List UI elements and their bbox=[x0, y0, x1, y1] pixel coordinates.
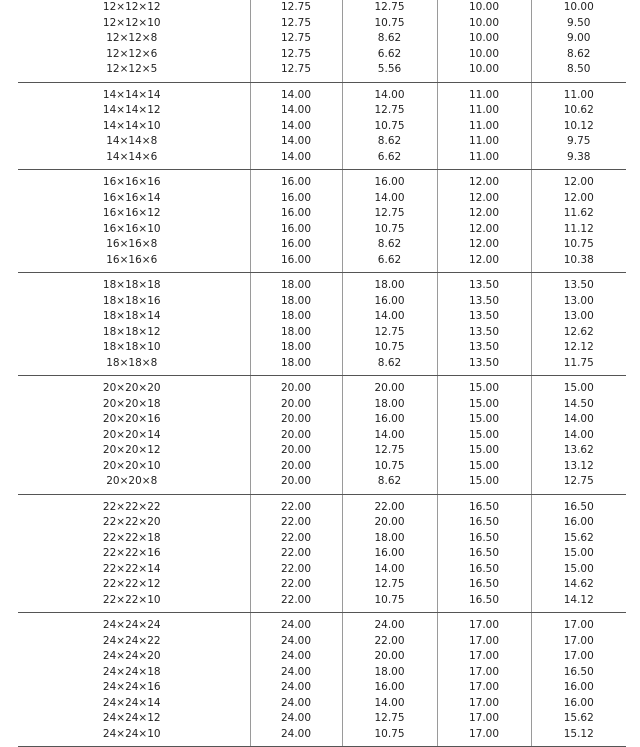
value-cell-1: 18.00 bbox=[250, 325, 342, 341]
value-cell-1: 18.00 bbox=[250, 340, 342, 356]
table-row bbox=[18, 103, 626, 119]
value-cell-1: 24.00 bbox=[250, 649, 342, 665]
value-cell-3: 11.00 bbox=[437, 103, 531, 119]
value-cell-3: 15.00 bbox=[437, 474, 531, 494]
size-cell: 18×18×10 bbox=[18, 340, 250, 356]
value-cell-4: 16.50 bbox=[563, 665, 594, 678]
table-row bbox=[18, 237, 626, 253]
value-cell-3: 15.00 bbox=[437, 412, 531, 428]
value-cell-4: 15.00 bbox=[563, 562, 594, 575]
value-cell-1: 12.75 bbox=[250, 62, 342, 82]
value-cell-3: 16.50 bbox=[437, 577, 531, 593]
table-row bbox=[18, 376, 626, 397]
value-cell-3: 12.00 bbox=[437, 191, 531, 207]
table-row bbox=[18, 494, 626, 515]
table-row bbox=[18, 170, 626, 191]
value-cell-3: 17.00 bbox=[437, 649, 531, 665]
value-cell-1: 20.00 bbox=[250, 428, 342, 444]
value-cell-1: 22.00 bbox=[250, 546, 342, 562]
value-cell-4: 15.00 bbox=[563, 382, 594, 394]
value-cell-1: 18.00 bbox=[250, 356, 342, 376]
size-cell: 14×14×6 bbox=[18, 150, 250, 170]
table-row bbox=[18, 474, 626, 494]
value-cell-2: 12.75 bbox=[342, 443, 437, 459]
size-group bbox=[18, 494, 626, 613]
size-cell: 20×20×16 bbox=[18, 412, 250, 428]
size-cell: 24×24×14 bbox=[18, 696, 250, 712]
table-row bbox=[18, 309, 626, 325]
value-cell-2: 24.00 bbox=[342, 613, 437, 634]
size-cell: 16×16×14 bbox=[18, 191, 250, 207]
table-row bbox=[18, 119, 626, 135]
value-cell-4: 14.00 bbox=[563, 428, 594, 441]
value-cell-4: 17.00 bbox=[563, 619, 594, 631]
value-cell-3: 15.00 bbox=[437, 459, 531, 475]
value-cell-3: 16.50 bbox=[437, 494, 531, 515]
size-cell: 24×24×18 bbox=[18, 665, 250, 681]
size-cell: 18×18×14 bbox=[18, 309, 250, 325]
table-row bbox=[18, 150, 626, 170]
value-cell-4: 12.62 bbox=[563, 325, 594, 338]
value-cell-3: 17.00 bbox=[437, 680, 531, 696]
value-cell-3: 11.00 bbox=[437, 134, 531, 150]
value-cell-4: 12.00 bbox=[563, 191, 594, 204]
size-cell: 20×20×20 bbox=[18, 376, 250, 397]
size-cell: 12×12×5 bbox=[18, 62, 250, 82]
value-cell-2: 18.00 bbox=[342, 397, 437, 413]
table-row bbox=[18, 593, 626, 613]
table-row bbox=[18, 515, 626, 531]
value-cell-4: 12.00 bbox=[563, 176, 594, 188]
value-cell-3: 12.00 bbox=[437, 206, 531, 222]
value-cell-2: 14.00 bbox=[342, 428, 437, 444]
value-cell-1: 12.75 bbox=[250, 16, 342, 32]
value-cell-2: 18.00 bbox=[342, 273, 437, 294]
value-cell-2: 8.62 bbox=[342, 237, 437, 253]
value-cell-2: 6.62 bbox=[342, 253, 437, 273]
value-cell-4: 13.00 bbox=[563, 294, 594, 307]
value-cell-2: 10.75 bbox=[342, 459, 437, 475]
table-row bbox=[18, 577, 626, 593]
size-cell: 24×24×24 bbox=[18, 613, 250, 634]
table-row bbox=[18, 562, 626, 578]
size-cell: 16×16×16 bbox=[18, 170, 250, 191]
value-cell-2: 12.75 bbox=[342, 103, 437, 119]
size-cell: 14×14×10 bbox=[18, 119, 250, 135]
value-cell-1: 14.00 bbox=[250, 82, 342, 103]
value-cell-3: 10.00 bbox=[437, 31, 531, 47]
value-cell-3: 15.00 bbox=[437, 397, 531, 413]
table-row bbox=[18, 16, 626, 32]
value-cell-4: 11.75 bbox=[531, 356, 626, 376]
value-cell-3: 16.50 bbox=[437, 562, 531, 578]
value-cell-4: 12.12 bbox=[563, 341, 594, 353]
value-cell-4: 8.62 bbox=[567, 47, 591, 60]
table-row bbox=[18, 206, 626, 222]
size-cell: 22×22×22 bbox=[18, 494, 250, 515]
value-cell-4: 16.00 bbox=[563, 681, 594, 693]
value-cell-2: 14.00 bbox=[342, 309, 437, 325]
size-cell: 16×16×6 bbox=[18, 253, 250, 273]
value-cell-4: 9.38 bbox=[531, 150, 626, 170]
value-cell-2: 12.75 bbox=[342, 711, 437, 727]
size-cell: 24×24×10 bbox=[18, 727, 250, 747]
value-cell-2: 20.00 bbox=[342, 649, 437, 665]
value-cell-4: 13.62 bbox=[563, 444, 594, 456]
dimensions-table bbox=[18, 0, 626, 747]
value-cell-3: 16.50 bbox=[437, 593, 531, 613]
size-group bbox=[18, 613, 626, 747]
value-cell-4: 11.00 bbox=[563, 88, 594, 101]
size-cell: 24×24×20 bbox=[18, 649, 250, 665]
table-row bbox=[18, 459, 626, 475]
value-cell-3: 12.00 bbox=[437, 237, 531, 253]
value-cell-2: 20.00 bbox=[342, 515, 437, 531]
size-group bbox=[18, 170, 626, 273]
size-cell: 20×20×18 bbox=[18, 397, 250, 413]
table-row bbox=[18, 134, 626, 150]
table-row bbox=[18, 356, 626, 376]
size-cell: 14×14×14 bbox=[18, 82, 250, 103]
value-cell-2: 18.00 bbox=[342, 665, 437, 681]
size-group bbox=[18, 82, 626, 170]
value-cell-2: 10.75 bbox=[342, 16, 437, 32]
value-cell-2: 12.75 bbox=[342, 577, 437, 593]
size-cell: 12×12×8 bbox=[18, 31, 250, 47]
size-cell: 12×12×12 bbox=[18, 0, 250, 16]
value-cell-2: 16.00 bbox=[342, 170, 437, 191]
table-row bbox=[18, 47, 626, 63]
size-cell: 12×12×6 bbox=[18, 47, 250, 63]
table-row bbox=[18, 397, 626, 413]
size-group bbox=[18, 376, 626, 495]
value-cell-1: 20.00 bbox=[250, 459, 342, 475]
value-cell-1: 12.75 bbox=[250, 0, 342, 16]
value-cell-3: 16.50 bbox=[437, 515, 531, 531]
value-cell-1: 20.00 bbox=[250, 376, 342, 397]
value-cell-2: 6.62 bbox=[342, 47, 437, 63]
value-cell-3: 15.00 bbox=[437, 428, 531, 444]
size-cell: 24×24×12 bbox=[18, 711, 250, 727]
value-cell-1: 20.00 bbox=[250, 443, 342, 459]
value-cell-3: 12.00 bbox=[437, 222, 531, 238]
table-row bbox=[18, 680, 626, 696]
value-cell-1: 14.00 bbox=[250, 119, 342, 135]
value-cell-3: 13.50 bbox=[437, 309, 531, 325]
table-row bbox=[18, 191, 626, 207]
value-cell-3: 11.00 bbox=[437, 150, 531, 170]
table-row bbox=[18, 634, 626, 650]
value-cell-2: 8.62 bbox=[342, 134, 437, 150]
value-cell-2: 12.75 bbox=[342, 325, 437, 341]
size-cell: 24×24×16 bbox=[18, 680, 250, 696]
value-cell-1: 24.00 bbox=[250, 696, 342, 712]
table-row bbox=[18, 443, 626, 459]
value-cell-3: 11.00 bbox=[437, 82, 531, 103]
value-cell-1: 24.00 bbox=[250, 665, 342, 681]
size-cell: 20×20×10 bbox=[18, 459, 250, 475]
value-cell-3: 16.50 bbox=[437, 531, 531, 547]
value-cell-2: 16.00 bbox=[342, 294, 437, 310]
size-cell: 18×18×16 bbox=[18, 294, 250, 310]
value-cell-4: 13.00 bbox=[563, 310, 594, 322]
size-cell: 16×16×8 bbox=[18, 237, 250, 253]
value-cell-3: 13.50 bbox=[437, 356, 531, 376]
size-cell: 22×22×14 bbox=[18, 562, 250, 578]
value-cell-3: 10.00 bbox=[437, 47, 531, 63]
value-cell-2: 22.00 bbox=[342, 634, 437, 650]
document-page bbox=[18, 0, 628, 747]
value-cell-2: 18.00 bbox=[342, 531, 437, 547]
table-row bbox=[18, 62, 626, 82]
size-cell: 22×22×18 bbox=[18, 531, 250, 547]
value-cell-1: 18.00 bbox=[250, 309, 342, 325]
size-cell: 14×14×12 bbox=[18, 103, 250, 119]
value-cell-1: 16.00 bbox=[250, 222, 342, 238]
size-cell: 20×20×14 bbox=[18, 428, 250, 444]
value-cell-2: 8.62 bbox=[342, 31, 437, 47]
value-cell-3: 13.50 bbox=[437, 325, 531, 341]
value-cell-2: 14.00 bbox=[342, 191, 437, 207]
value-cell-3: 10.00 bbox=[437, 62, 531, 82]
size-cell: 22×22×12 bbox=[18, 577, 250, 593]
value-cell-3: 17.00 bbox=[437, 634, 531, 650]
value-cell-3: 16.50 bbox=[437, 546, 531, 562]
value-cell-3: 10.00 bbox=[437, 0, 531, 16]
value-cell-3: 11.00 bbox=[437, 119, 531, 135]
value-cell-1: 22.00 bbox=[250, 593, 342, 613]
table-row bbox=[18, 531, 626, 547]
value-cell-4: 10.75 bbox=[563, 238, 594, 250]
value-cell-4: 17.00 bbox=[563, 650, 594, 662]
value-cell-2: 6.62 bbox=[342, 150, 437, 170]
value-cell-1: 20.00 bbox=[250, 412, 342, 428]
value-cell-2: 10.75 bbox=[342, 340, 437, 356]
table-row bbox=[18, 222, 626, 238]
value-cell-1: 22.00 bbox=[250, 494, 342, 515]
value-cell-3: 17.00 bbox=[437, 696, 531, 712]
value-cell-3: 15.00 bbox=[437, 443, 531, 459]
value-cell-1: 12.75 bbox=[250, 31, 342, 47]
value-cell-2: 14.00 bbox=[342, 82, 437, 103]
value-cell-1: 22.00 bbox=[250, 577, 342, 593]
value-cell-2: 5.56 bbox=[342, 62, 437, 82]
table-row bbox=[18, 294, 626, 310]
value-cell-4: 8.50 bbox=[531, 62, 626, 82]
value-cell-4: 10.00 bbox=[563, 1, 594, 13]
value-cell-3: 15.00 bbox=[437, 376, 531, 397]
value-cell-2: 20.00 bbox=[342, 376, 437, 397]
value-cell-4: 10.38 bbox=[531, 253, 626, 273]
table-row bbox=[18, 253, 626, 273]
size-cell: 18×18×12 bbox=[18, 325, 250, 341]
value-cell-4: 13.50 bbox=[563, 279, 594, 291]
value-cell-4: 10.62 bbox=[563, 104, 594, 116]
size-cell: 18×18×18 bbox=[18, 273, 250, 294]
table-row bbox=[18, 428, 626, 444]
value-cell-4: 16.50 bbox=[563, 500, 594, 513]
table-row bbox=[18, 412, 626, 428]
value-cell-2: 22.00 bbox=[342, 494, 437, 515]
value-cell-4: 16.00 bbox=[563, 696, 594, 709]
size-cell: 20×20×12 bbox=[18, 443, 250, 459]
table-row bbox=[18, 546, 626, 562]
value-cell-2: 10.75 bbox=[342, 222, 437, 238]
value-cell-4: 15.62 bbox=[563, 712, 594, 724]
table-row bbox=[18, 665, 626, 681]
value-cell-4: 9.75 bbox=[567, 135, 591, 147]
size-cell: 22×22×20 bbox=[18, 515, 250, 531]
value-cell-2: 8.62 bbox=[342, 356, 437, 376]
value-cell-1: 22.00 bbox=[250, 562, 342, 578]
value-cell-1: 24.00 bbox=[250, 711, 342, 727]
table-row bbox=[18, 613, 626, 634]
value-cell-4: 10.12 bbox=[563, 119, 594, 132]
value-cell-4: 11.12 bbox=[563, 222, 594, 235]
value-cell-3: 17.00 bbox=[437, 727, 531, 747]
value-cell-4: 14.00 bbox=[563, 413, 594, 425]
value-cell-3: 17.00 bbox=[437, 613, 531, 634]
size-group bbox=[18, 0, 626, 82]
value-cell-1: 16.00 bbox=[250, 237, 342, 253]
value-cell-1: 16.00 bbox=[250, 191, 342, 207]
value-cell-2: 16.00 bbox=[342, 412, 437, 428]
size-cell: 22×22×10 bbox=[18, 593, 250, 613]
value-cell-3: 13.50 bbox=[437, 340, 531, 356]
value-cell-1: 16.00 bbox=[250, 170, 342, 191]
value-cell-1: 24.00 bbox=[250, 680, 342, 696]
value-cell-1: 12.75 bbox=[250, 47, 342, 63]
value-cell-2: 10.75 bbox=[342, 727, 437, 747]
value-cell-3: 13.50 bbox=[437, 294, 531, 310]
value-cell-3: 12.00 bbox=[437, 253, 531, 273]
table-row bbox=[18, 82, 626, 103]
size-cell: 16×16×10 bbox=[18, 222, 250, 238]
size-cell: 16×16×12 bbox=[18, 206, 250, 222]
size-cell: 12×12×10 bbox=[18, 16, 250, 32]
table-row bbox=[18, 340, 626, 356]
value-cell-4: 15.62 bbox=[563, 531, 594, 544]
value-cell-1: 24.00 bbox=[250, 634, 342, 650]
value-cell-2: 14.00 bbox=[342, 696, 437, 712]
table-row bbox=[18, 31, 626, 47]
value-cell-4: 13.12 bbox=[563, 459, 594, 472]
size-cell: 14×14×8 bbox=[18, 134, 250, 150]
value-cell-1: 18.00 bbox=[250, 273, 342, 294]
size-cell: 22×22×16 bbox=[18, 546, 250, 562]
value-cell-2: 10.75 bbox=[342, 119, 437, 135]
value-cell-1: 22.00 bbox=[250, 531, 342, 547]
value-cell-1: 24.00 bbox=[250, 727, 342, 747]
value-cell-4: 15.00 bbox=[563, 547, 594, 559]
value-cell-3: 12.00 bbox=[437, 170, 531, 191]
table-row bbox=[18, 727, 626, 747]
value-cell-4: 14.12 bbox=[531, 593, 626, 613]
value-cell-4: 14.62 bbox=[563, 578, 594, 590]
value-cell-1: 16.00 bbox=[250, 253, 342, 273]
value-cell-1: 14.00 bbox=[250, 103, 342, 119]
value-cell-2: 14.00 bbox=[342, 562, 437, 578]
table-row bbox=[18, 711, 626, 727]
size-cell: 18×18×8 bbox=[18, 356, 250, 376]
table-row bbox=[18, 273, 626, 294]
value-cell-1: 16.00 bbox=[250, 206, 342, 222]
value-cell-2: 10.75 bbox=[342, 593, 437, 613]
table-row bbox=[18, 0, 626, 16]
value-cell-4: 11.62 bbox=[563, 207, 594, 219]
value-cell-2: 16.00 bbox=[342, 546, 437, 562]
value-cell-4: 15.12 bbox=[531, 727, 626, 747]
table-row bbox=[18, 649, 626, 665]
value-cell-3: 10.00 bbox=[437, 16, 531, 32]
value-cell-4: 16.00 bbox=[563, 516, 594, 528]
value-cell-3: 17.00 bbox=[437, 711, 531, 727]
table-row bbox=[18, 325, 626, 341]
value-cell-2: 16.00 bbox=[342, 680, 437, 696]
value-cell-1: 14.00 bbox=[250, 150, 342, 170]
value-cell-2: 12.75 bbox=[342, 0, 437, 16]
value-cell-4: 9.50 bbox=[567, 16, 591, 29]
value-cell-1: 18.00 bbox=[250, 294, 342, 310]
value-cell-4: 14.50 bbox=[563, 397, 594, 410]
value-cell-1: 22.00 bbox=[250, 515, 342, 531]
value-cell-4: 17.00 bbox=[563, 634, 594, 647]
value-cell-1: 20.00 bbox=[250, 397, 342, 413]
value-cell-1: 20.00 bbox=[250, 474, 342, 494]
table-row bbox=[18, 696, 626, 712]
value-cell-1: 14.00 bbox=[250, 134, 342, 150]
value-cell-3: 13.50 bbox=[437, 273, 531, 294]
size-group bbox=[18, 273, 626, 376]
value-cell-4: 12.75 bbox=[531, 474, 626, 494]
value-cell-2: 8.62 bbox=[342, 474, 437, 494]
value-cell-4: 9.00 bbox=[567, 32, 591, 44]
value-cell-2: 12.75 bbox=[342, 206, 437, 222]
value-cell-3: 17.00 bbox=[437, 665, 531, 681]
size-cell: 24×24×22 bbox=[18, 634, 250, 650]
size-cell: 20×20×8 bbox=[18, 474, 250, 494]
value-cell-1: 24.00 bbox=[250, 613, 342, 634]
